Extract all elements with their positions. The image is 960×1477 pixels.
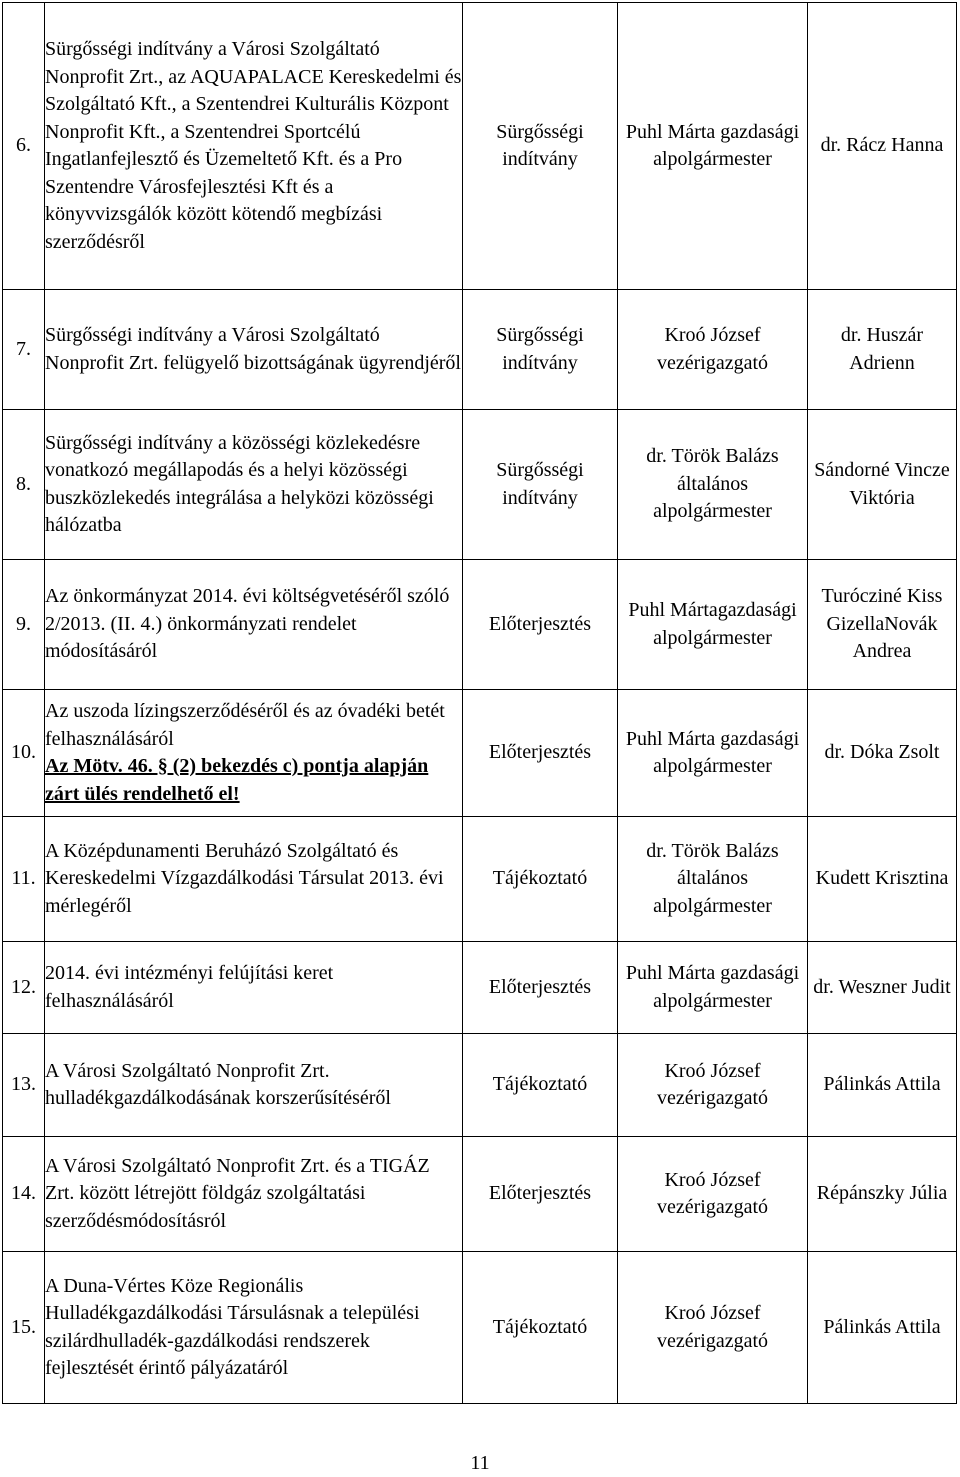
item-type: Sürgősségi indítvány bbox=[463, 410, 618, 560]
agenda-row bbox=[3, 410, 957, 560]
agenda-row bbox=[3, 942, 957, 1034]
page-number: 11 bbox=[470, 1452, 490, 1474]
item-number: 11. bbox=[3, 817, 45, 942]
item-presenter: dr. Török Balázs általános alpolgármester bbox=[618, 410, 808, 560]
item-type: Tájékoztató bbox=[463, 1034, 618, 1137]
item-presenter: Kroó József vezérigazgató bbox=[618, 1252, 808, 1404]
agenda-table bbox=[2, 2, 957, 1404]
item-reporter: Kudett Krisztina bbox=[808, 817, 957, 942]
item-reporter: dr. Rácz Hanna bbox=[808, 3, 957, 290]
item-reporter: Répánszky Júlia bbox=[808, 1137, 957, 1252]
item-title: A Középdunamenti Beruházó Szolgáltató és Kereskedelmi Vízgazdálkodási Társulat 2013. évi mérlegéről bbox=[45, 817, 463, 942]
item-title-cell bbox=[45, 690, 463, 817]
agenda-row bbox=[3, 290, 957, 410]
item-number: 7. bbox=[3, 290, 45, 410]
agenda-row bbox=[3, 1034, 957, 1137]
item-number: 13. bbox=[3, 1034, 45, 1137]
item-title: 2014. évi intézményi felújítási keret felhasználásáról bbox=[45, 942, 463, 1034]
item-type: Tájékoztató bbox=[463, 1252, 618, 1404]
item-number: 14. bbox=[3, 1137, 45, 1252]
item-presenter: Puhl Márta gazdasági alpolgármester bbox=[618, 3, 808, 290]
item-title: Az uszoda lízingszerződéséről és az óvadéki betét felhasználásáról bbox=[45, 700, 445, 750]
item-presenter: dr. Török Balázs általános alpolgármester bbox=[618, 817, 808, 942]
item-title: Sürgősségi indítvány a közösségi közlekedésre vonatkozó megállapodás és a helyi közösségi buszközlekedés integrálása a helyközi közösségi hálózatba bbox=[45, 410, 463, 560]
item-number: 9. bbox=[3, 560, 45, 690]
item-number: 15. bbox=[3, 1252, 45, 1404]
item-number: 8. bbox=[3, 410, 45, 560]
agenda-row bbox=[3, 817, 957, 942]
item-type: Sürgősségi indítvány bbox=[463, 3, 618, 290]
item-type: Sürgősségi indítvány bbox=[463, 290, 618, 410]
closed-session-note: Az Mötv. 46. § (2) bekezdés c) pontja alapján zárt ülés rendelhető el! bbox=[45, 755, 429, 805]
item-title: Sürgősségi indítvány a Városi Szolgáltató Nonprofit Zrt. felügyelő bizottságának ügyrendjéről bbox=[45, 290, 463, 410]
item-presenter: Puhl Mártagazdasági alpolgármester bbox=[618, 560, 808, 690]
item-presenter: Kroó József vezérigazgató bbox=[618, 1034, 808, 1137]
agenda-row bbox=[3, 560, 957, 690]
item-presenter: Puhl Márta gazdasági alpolgármester bbox=[618, 690, 808, 817]
item-presenter: Kroó József vezérigazgató bbox=[618, 290, 808, 410]
item-type: Előterjesztés bbox=[463, 560, 618, 690]
item-reporter: Turócziné Kiss GizellaNovák Andrea bbox=[808, 560, 957, 690]
item-reporter: dr. Weszner Judit bbox=[808, 942, 957, 1034]
item-title: Sürgősségi indítvány a Városi Szolgáltató Nonprofit Zrt., az AQUAPALACE Kereskedelmi és Szolgáltató Kft., a Szentendrei Kulturális Központ Nonprofit Kft., a Szentendrei Sportcélú Ingatlanfejlesztő és Üzemeltető Kft. és a Pro Szentendre Városfejlesztési Kft és a könyvvizsgálók között kötendő megbízási szerződésről bbox=[45, 3, 463, 290]
agenda-row bbox=[3, 3, 957, 290]
item-type: Előterjesztés bbox=[463, 942, 618, 1034]
item-number: 12. bbox=[3, 942, 45, 1034]
item-reporter: Pálinkás Attila bbox=[808, 1252, 957, 1404]
item-presenter: Puhl Márta gazdasági alpolgármester bbox=[618, 942, 808, 1034]
agenda-row bbox=[3, 1137, 957, 1252]
item-title: A Városi Szolgáltató Nonprofit Zrt. hulladékgazdálkodásának korszerűsítéséről bbox=[45, 1034, 463, 1137]
item-reporter: dr. Huszár Adrienn bbox=[808, 290, 957, 410]
agenda-row bbox=[3, 1252, 957, 1404]
item-title: Az önkormányzat 2014. évi költségvetéséről szóló 2/2013. (II. 4.) önkormányzati rendelet módosításáról bbox=[45, 560, 463, 690]
item-number: 6. bbox=[3, 3, 45, 290]
item-reporter: dr. Dóka Zsolt bbox=[808, 690, 957, 817]
item-number: 10. bbox=[3, 690, 45, 817]
agenda-row bbox=[3, 690, 957, 817]
item-type: Előterjesztés bbox=[463, 1137, 618, 1252]
item-type: Előterjesztés bbox=[463, 690, 618, 817]
item-presenter: Kroó József vezérigazgató bbox=[618, 1137, 808, 1252]
item-reporter: Sándorné Vincze Viktória bbox=[808, 410, 957, 560]
item-type: Tájékoztató bbox=[463, 817, 618, 942]
item-title: A Városi Szolgáltató Nonprofit Zrt. és a TIGÁZ Zrt. között létrejött földgáz szolgáltatási szerződésmódosításról bbox=[45, 1137, 463, 1252]
item-reporter: Pálinkás Attila bbox=[808, 1034, 957, 1137]
item-title: A Duna-Vértes Köze Regionális Hulladékgazdálkodási Társulásnak a települési szilárdhulladék-gazdálkodási rendszerek fejlesztését érintő pályázatáról bbox=[45, 1252, 463, 1404]
